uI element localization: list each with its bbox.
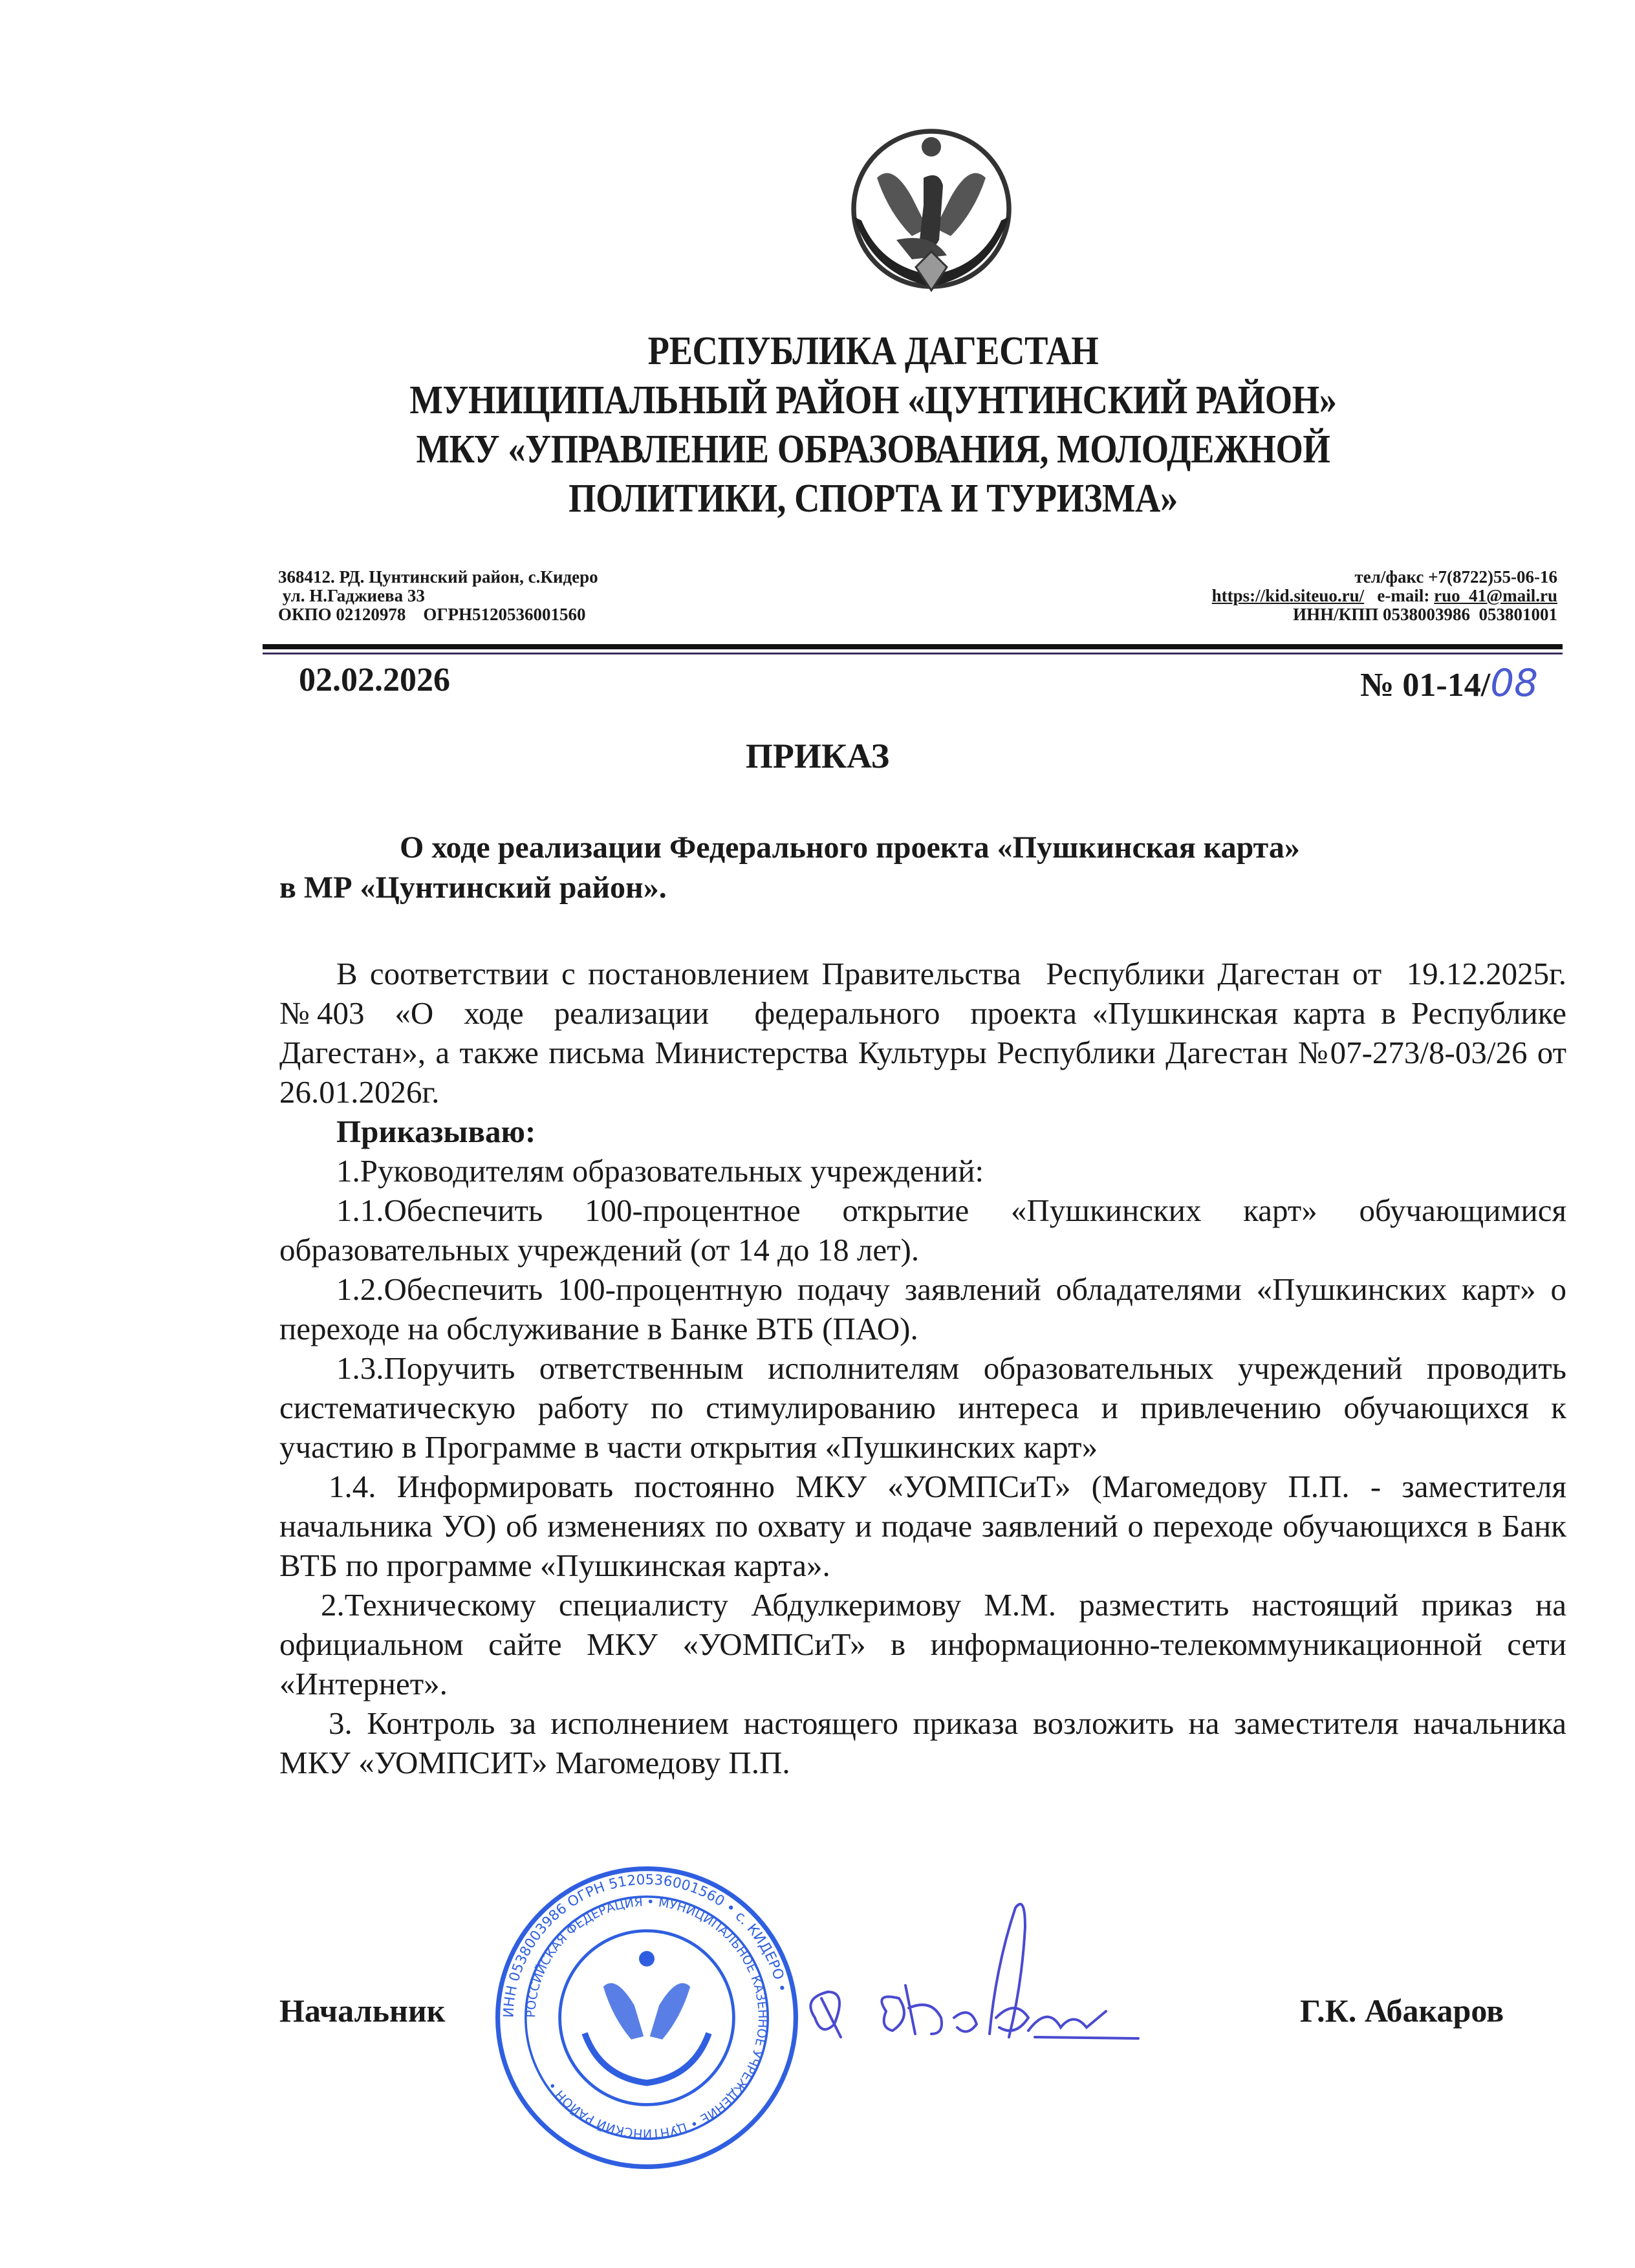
organization-header [332,327,1414,523]
order-item: 1.1.Обеспечить 100-процентное открытие «Пушкинских карт» обучающимися образовательных учреждений (от 14 до 18 лет). [279,1193,1566,1268]
document-number-prefix: № 01-14/ [1360,667,1491,704]
address-line: 368412. РД. Цунтинский район, с.Кидеро [278,567,598,587]
order-item: 2.Техническому специалисту Абдулкеримову М.М. разместить настоящий приказ на официальном сайте МКУ «УОМПСиТ» в информационно-телекоммуникационной сети «Интернет». [279,1587,1566,1701]
document-number [1360,661,1538,705]
email-label: e-mail: [1377,586,1430,605]
header-divider-thin [263,653,1563,654]
website-link[interactable]: https://kid.siteuo.ru/ [1211,586,1365,605]
document-date: 02.02.2026 [299,662,450,698]
document-subject [279,828,1547,908]
stamp-ring-text: РОССИЙСКАЯ ФЕДЕРАЦИЯ • МУНИЦИПАЛЬНОЕ КАЗЕННОЕ УЧРЕЖДЕНИЕ • ЦУНТИНСКИЙ РАЙОН • [523,1894,770,2141]
handwritten-signature-icon [802,1888,1255,2082]
address-line: ул. Н.Гаджиева 33 [278,586,425,605]
document-number-handwritten: 08 [1490,661,1538,705]
registration-codes: ОКПО 02120978 ОГРН5120536001560 [278,605,586,624]
org-line: ПОЛИТИКИ, СПОРТА И ТУРИЗМА» [568,477,1178,521]
order-item: 1.Руководителям образовательных учреждений: [336,1153,984,1189]
order-item: 1.4. Информировать постоянно МКУ «УОМПСиТ» (Магомедову П.П. - заместителя начальника УО) об изменениях по охвату и подаче заявлений о переходе обучающихся в Банк ВТБ по программе «Пушкинская карта». [279,1469,1566,1583]
official-stamp-icon [492,1863,802,2173]
order-item: 3. Контроль за исполнением настоящего приказа возложить на заместителя начальника МКУ «УОМПСИТ» Магомедову П.П. [279,1705,1566,1780]
stamp-outer-text: ИНН 0538003986 ОГРН 5120536001560 • с. КИДЕРО • [501,1872,790,2018]
document-body [279,954,1583,1782]
org-line: РЕСПУБЛИКА ДАГЕСТАН [647,329,1099,373]
order-word: Приказываю: [336,1114,536,1149]
address-block [278,568,598,624]
org-line: МУНИЦИПАЛЬНЫЙ РАЙОН «ЦУНТИНСКИЙ РАЙОН» [409,378,1337,422]
contact-block [1212,568,1557,624]
subject-line: О ходе реализации Федерального проекта «Пушкинская карта» [400,830,1300,865]
subject-line: в МР «Цунтинский район». [279,870,667,905]
org-line: МКУ «УПРАВЛЕНИЕ ОБРАЗОВАНИЯ, МОЛОДЕЖНОЙ [416,427,1330,471]
preamble-paragraph: В соответствии с постановлением Правительства Республики Дагестан от 19.12.2025г. №403 «О ходе реализации федерального проекта «Пушкинская карта в Республике Дагестан», а также письма Министерства Культуры Республики Дагестан №07-273/8-03/26 от 26.01.2026г. [279,956,1583,1110]
inn-kpp: ИНН/КПП 0538003986 053801001 [1293,605,1557,624]
document-type-title: ПРИКАЗ [745,737,890,775]
order-item: 1.2.Обеспечить 100-процентную подачу заявлений обладателями «Пушкинских карт» о переходе на обслуживание в Банке ВТБ (ПАО). [279,1271,1566,1346]
signatory-title: Начальник [279,1993,446,2029]
dagestan-coat-of-arms-icon [834,120,1028,314]
order-item: 1.3.Поручить ответственным исполнителям образовательных учреждений проводить систематическую работу по стимулированию интереса и привлечению обучающихся к участию в Программе в части открытия «Пушкинских карт» [279,1350,1566,1465]
signatory-name: Г.К. Абакаров [1300,1993,1504,2029]
email-link[interactable]: ruo_41@mail.ru [1434,586,1557,605]
phone-fax: тел/факс +7(8722)55-06-16 [1354,567,1557,587]
header-divider [263,644,1563,649]
